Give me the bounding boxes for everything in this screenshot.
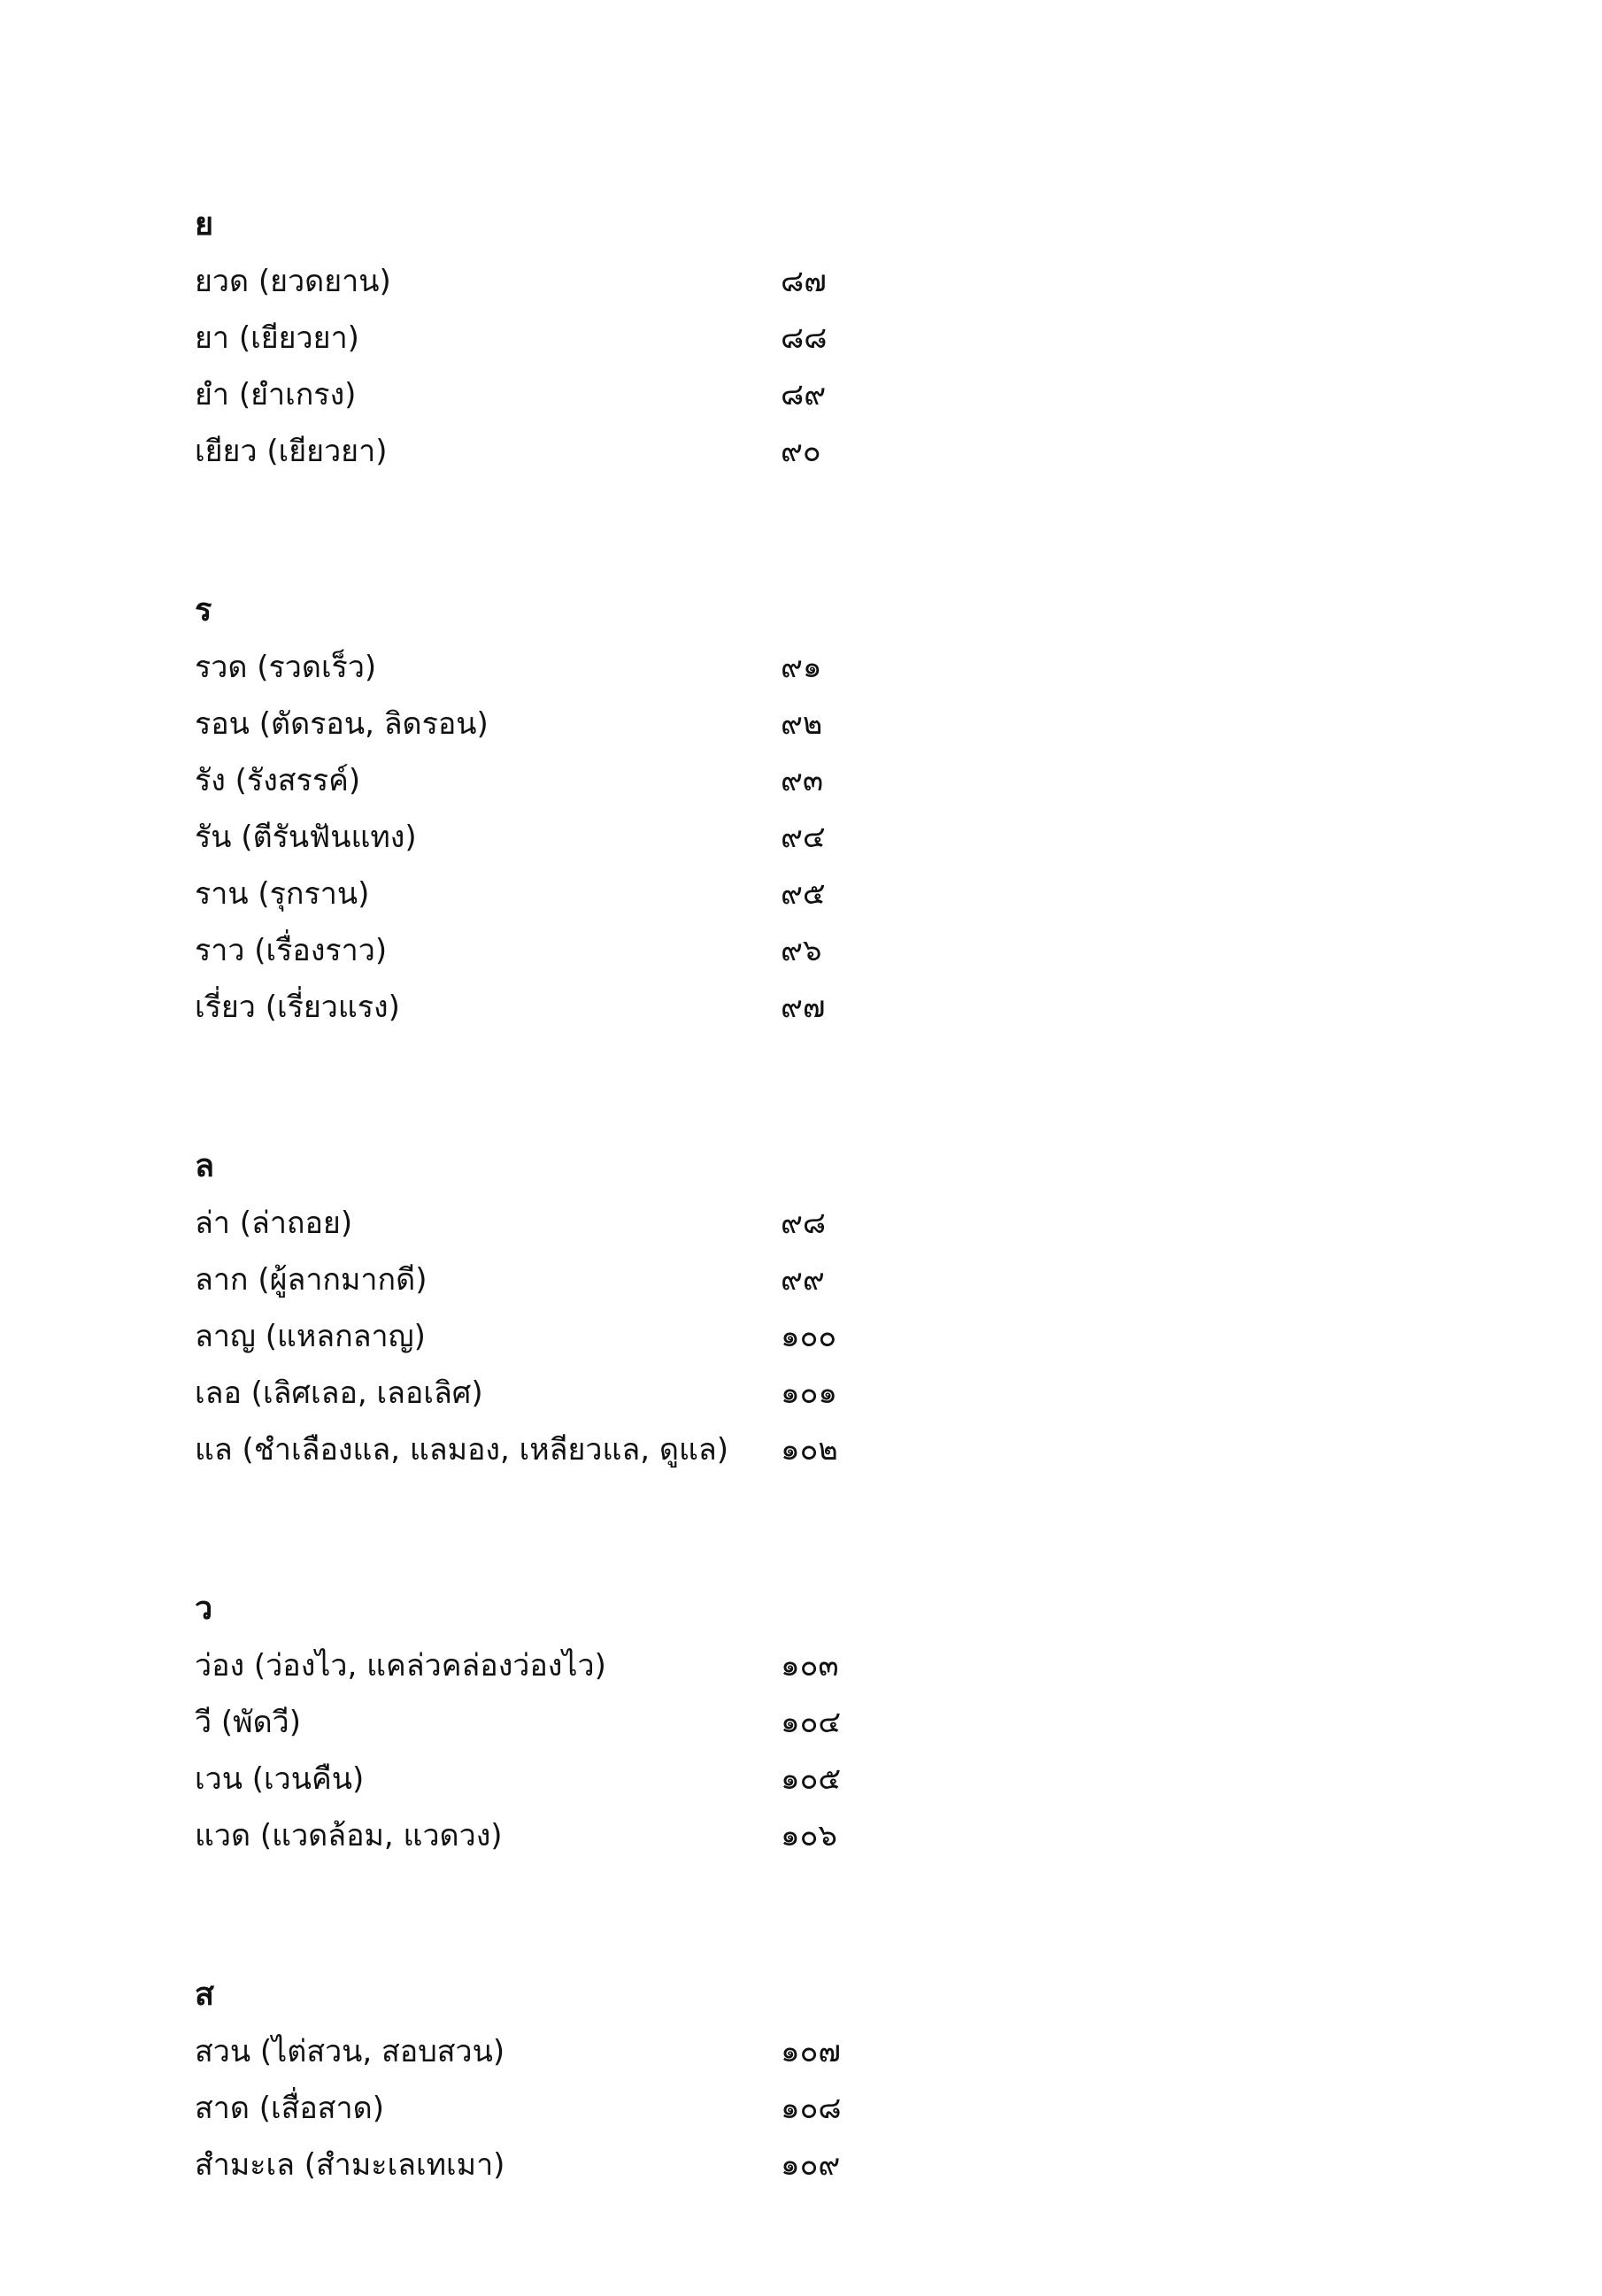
index-section	[195, 582, 1434, 1036]
entry-word: เลอ (เลิศเลอ, เลอเลิศ)	[195, 1375, 483, 1411]
entry-page-number: ๙๘	[781, 1206, 827, 1241]
index-section	[195, 196, 1434, 480]
index-entry	[195, 979, 1434, 1036]
entry-word: วี (พัดวี)	[195, 1705, 302, 1740]
entry-word: ราน (รุกราน)	[195, 876, 370, 912]
entry-word: เยียว (เยียวยา)	[195, 434, 388, 469]
entry-page-number: ๑๐๓	[781, 1648, 839, 1683]
entry-word: ลาญ (แหลกลาญ)	[195, 1319, 426, 1354]
index-entry	[195, 866, 1434, 922]
entry-page-number: ๙๒	[781, 706, 823, 742]
index-entry	[195, 2137, 1434, 2193]
index-entry	[195, 1637, 1434, 1694]
entry-word: ยำ (ยำเกรง)	[195, 377, 357, 412]
section-letter-heading: ย	[195, 206, 214, 243]
entry-page-number: ๑๐๙	[781, 2147, 841, 2183]
index-entry	[195, 1308, 1434, 1365]
entry-word: สำมะเล (สำมะเลเทเมา)	[195, 2147, 505, 2183]
entry-word: สาด (เสื่อสาด)	[195, 2091, 384, 2126]
entry-page-number: ๑๐๐	[781, 1319, 837, 1354]
entry-page-number: ๙๓	[781, 763, 824, 798]
entry-word: สวน (ไต่สวน, สอบสวน)	[195, 2034, 505, 2069]
entry-page-number: ๙๗	[781, 990, 826, 1025]
entry-page-number: ๑๐๔	[781, 1705, 842, 1740]
index-entry	[195, 2080, 1434, 2137]
index-entry	[195, 2023, 1434, 2080]
entry-page-number: ๙๖	[781, 933, 822, 968]
index-entry	[195, 1807, 1434, 1864]
index-entry	[195, 423, 1434, 480]
entry-page-number: ๑๐๑	[781, 1375, 837, 1411]
entry-page-number: ๑๐๗	[781, 2034, 841, 2069]
entry-word: ว่อง (ว่องไว, แคล่วคล่องว่องไว)	[195, 1648, 606, 1683]
section-letter-heading: ร	[195, 592, 212, 628]
index-entry	[195, 1195, 1434, 1252]
index-entry	[195, 1422, 1434, 1478]
entry-page-number: ๘๙	[781, 377, 827, 412]
entry-page-number: ๘๗	[781, 264, 827, 299]
section-letter-heading: ล	[195, 1148, 215, 1184]
entry-page-number: ๙๐	[781, 434, 821, 469]
entry-page-number: ๑๐๖	[781, 1818, 837, 1853]
index-entry	[195, 922, 1434, 979]
index-section	[195, 1581, 1434, 1864]
index-entry	[195, 752, 1434, 809]
entry-word: เวน (เวนคืน)	[195, 1761, 365, 1797]
index-entry	[195, 639, 1434, 696]
index-entry	[195, 696, 1434, 752]
entry-word: รวด (รวดเร็ว)	[195, 650, 377, 685]
section-letter-heading: ว	[195, 1591, 213, 1627]
entry-word: ยวด (ยวดยาน)	[195, 264, 391, 299]
index-entry	[195, 366, 1434, 423]
entry-word: ลาก (ผู้ลากมากดี)	[195, 1262, 427, 1298]
index-section	[195, 1967, 1434, 2193]
entry-word: รัง (รังสรรค์)	[195, 763, 361, 798]
entry-page-number: ๙๑	[781, 650, 822, 685]
entry-page-number: ๑๐๕	[781, 1761, 842, 1797]
entry-page-number: ๑๐๘	[781, 2091, 842, 2126]
index-page	[195, 196, 1434, 2296]
section-letter-heading: ส	[195, 1976, 214, 2013]
entry-word: แวด (แวดล้อม, แวดวง)	[195, 1818, 503, 1853]
entry-word: เรี่ยว (เรี่ยวแรง)	[195, 990, 400, 1025]
index-entry	[195, 1365, 1434, 1422]
entry-word: ราว (เรื่องราว)	[195, 933, 388, 968]
entry-page-number: ๘๘	[781, 320, 828, 356]
entry-word: ล่า (ล่าถอย)	[195, 1206, 353, 1241]
entry-page-number: ๙๔	[781, 820, 826, 855]
entry-page-number: ๑๐๒	[781, 1432, 838, 1468]
entry-word: ยา (เยียวยา)	[195, 320, 359, 356]
entry-word: รัน (ตีรันฟันแทง)	[195, 820, 417, 855]
index-entry	[195, 1252, 1434, 1308]
index-entry	[195, 253, 1434, 310]
index-entry	[195, 1751, 1434, 1807]
index-entry	[195, 809, 1434, 866]
entry-page-number: ๙๙	[781, 1262, 825, 1298]
index-section	[195, 1138, 1434, 1478]
index-entry	[195, 310, 1434, 366]
index-entry	[195, 1694, 1434, 1751]
entry-page-number: ๙๕	[781, 876, 826, 912]
entry-word: รอน (ตัดรอน, ลิดรอน)	[195, 706, 489, 742]
entry-word: แล (ชำเลืองแล, แลมอง, เหลียวแล, ดูแล)	[195, 1432, 728, 1468]
